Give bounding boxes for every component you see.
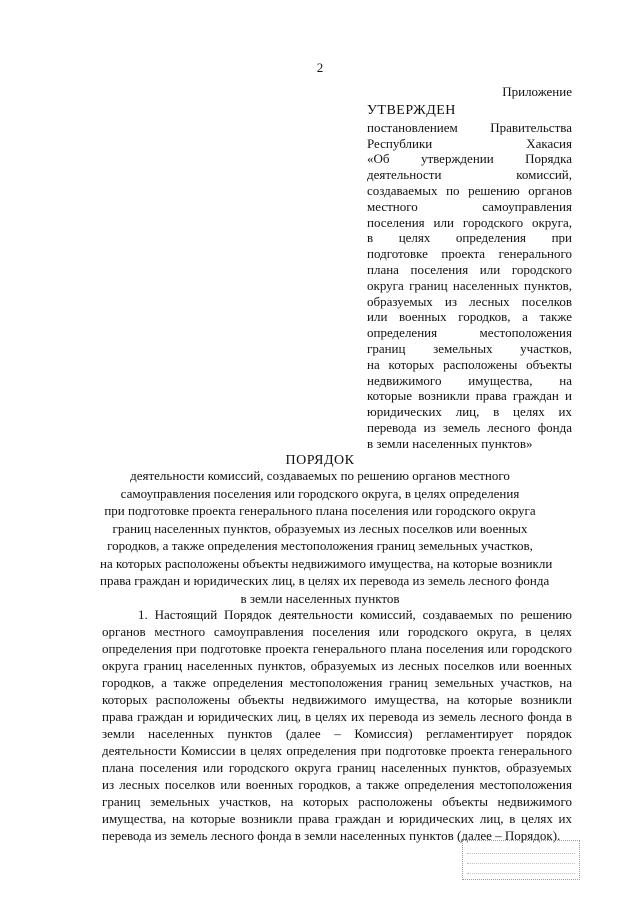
approval-line: в земли населенных пунктов» [367, 435, 533, 451]
subtitle-line: городков, а также определения местоположения границ земельных участков, [107, 538, 533, 553]
approval-line: юридических лиц, в целях их [367, 404, 572, 420]
subtitle-line: границ населенных пунктов, образуемых из лесных поселков или военных [112, 520, 528, 536]
subtitle-line: самоуправления поселения или городского округа, в целях определения [120, 485, 520, 501]
page-number: 2 [316, 60, 324, 75]
appendix-label: Приложение [502, 84, 572, 99]
approval-line: определения местоположения [367, 325, 572, 341]
stamp-line [467, 864, 575, 874]
subtitle-line: в земли населенных пунктов [240, 590, 400, 606]
approval-line: подготовке проекта генерального [367, 246, 572, 262]
approval-line: которые возникли права граждан и [367, 388, 572, 404]
body-line: органов местного самоуправления поселения или городского округа, в целях [102, 624, 572, 639]
approval-line: на которых расположены объекты [367, 356, 572, 372]
approval-line: границ земельных участков, [367, 340, 572, 356]
body-line: имущества, на которые возникли права граждан и юридических лиц, в целях их [102, 811, 572, 826]
approval-line: в целях определения при [367, 230, 572, 246]
approval-line: поселения или городского округа, [367, 214, 572, 230]
subtitle-line: права граждан и юридических лиц, в целях их перевода из земель лесного фонда [100, 573, 550, 588]
approval-line: недвижимого имущества, на [367, 372, 572, 388]
body-line: из лесных поселков или военных городков, а также определения местоположения [102, 777, 572, 792]
body-line: определения при подготовке проекта генерального плана поселения или городского [102, 641, 572, 656]
body-line: перевода из земель лесного фонда в земли населенных пунктов (далее – Порядок). [102, 828, 561, 843]
body-line: права граждан и юридических лиц, в целях их перевода из земель лесного фонда в [102, 709, 572, 724]
registration-stamp [462, 840, 580, 880]
body-line: городков, а также определения местоположения границ земельных участков, на [102, 675, 572, 690]
approval-line: округа границ населенных пунктов, [367, 277, 572, 293]
document-title: ПОРЯДОК [285, 453, 355, 468]
appendix-block [367, 84, 572, 452]
approval-line: Республики Хакасия [367, 135, 572, 151]
approval-line: плана поселения или городского [367, 261, 572, 277]
body-line: границ земельных участков, на которых расположены объекты недвижимого [102, 794, 572, 809]
subtitle-line: деятельности комиссий, создаваемых по решению органов местного [130, 468, 510, 483]
approval-decree-text [367, 120, 572, 452]
body-line: 1. Настоящий Порядок деятельности комиссий, создаваемых по решению [138, 607, 572, 622]
approved-heading: УТВЕРЖДЕН [367, 102, 456, 118]
paragraph-1 [102, 606, 572, 844]
approval-line: «Об утверждении Порядка [367, 151, 572, 167]
approval-line: деятельности комиссий, [367, 167, 572, 183]
body-line: деятельности Комиссии в целях определения при подготовке проекта генерального [102, 743, 572, 758]
approval-line: или военных городков, а также [367, 309, 572, 325]
subtitle-line: при подготовке проекта генерального плана поселения или городского округа [104, 503, 536, 518]
body-line: плана поселения или городского округа границ населенных пунктов, образуемых [102, 760, 572, 775]
body-line: земли населенных пунктов (далее – Комиссия) регламентирует порядок [102, 726, 572, 741]
stamp-line [467, 844, 575, 854]
approval-line: постановлением Правительства [367, 119, 572, 135]
body-line: которых расположены объекты недвижимого имущества, на которые возникли [102, 692, 572, 707]
approval-line: образуемых из лесных поселков [367, 293, 572, 309]
body-line: округа границ населенных пунктов, образуемых из лесных поселков или военных [102, 658, 572, 673]
approval-line: создаваемых по решению органов [367, 182, 572, 198]
document-subtitle [100, 467, 553, 607]
approval-line: перевода из земель лесного фонда [367, 419, 572, 435]
stamp-line [467, 854, 575, 864]
approval-line: местного самоуправления [367, 198, 572, 214]
subtitle-line: на которых расположены объекты недвижимого имущества, на которые возникли [100, 555, 553, 571]
